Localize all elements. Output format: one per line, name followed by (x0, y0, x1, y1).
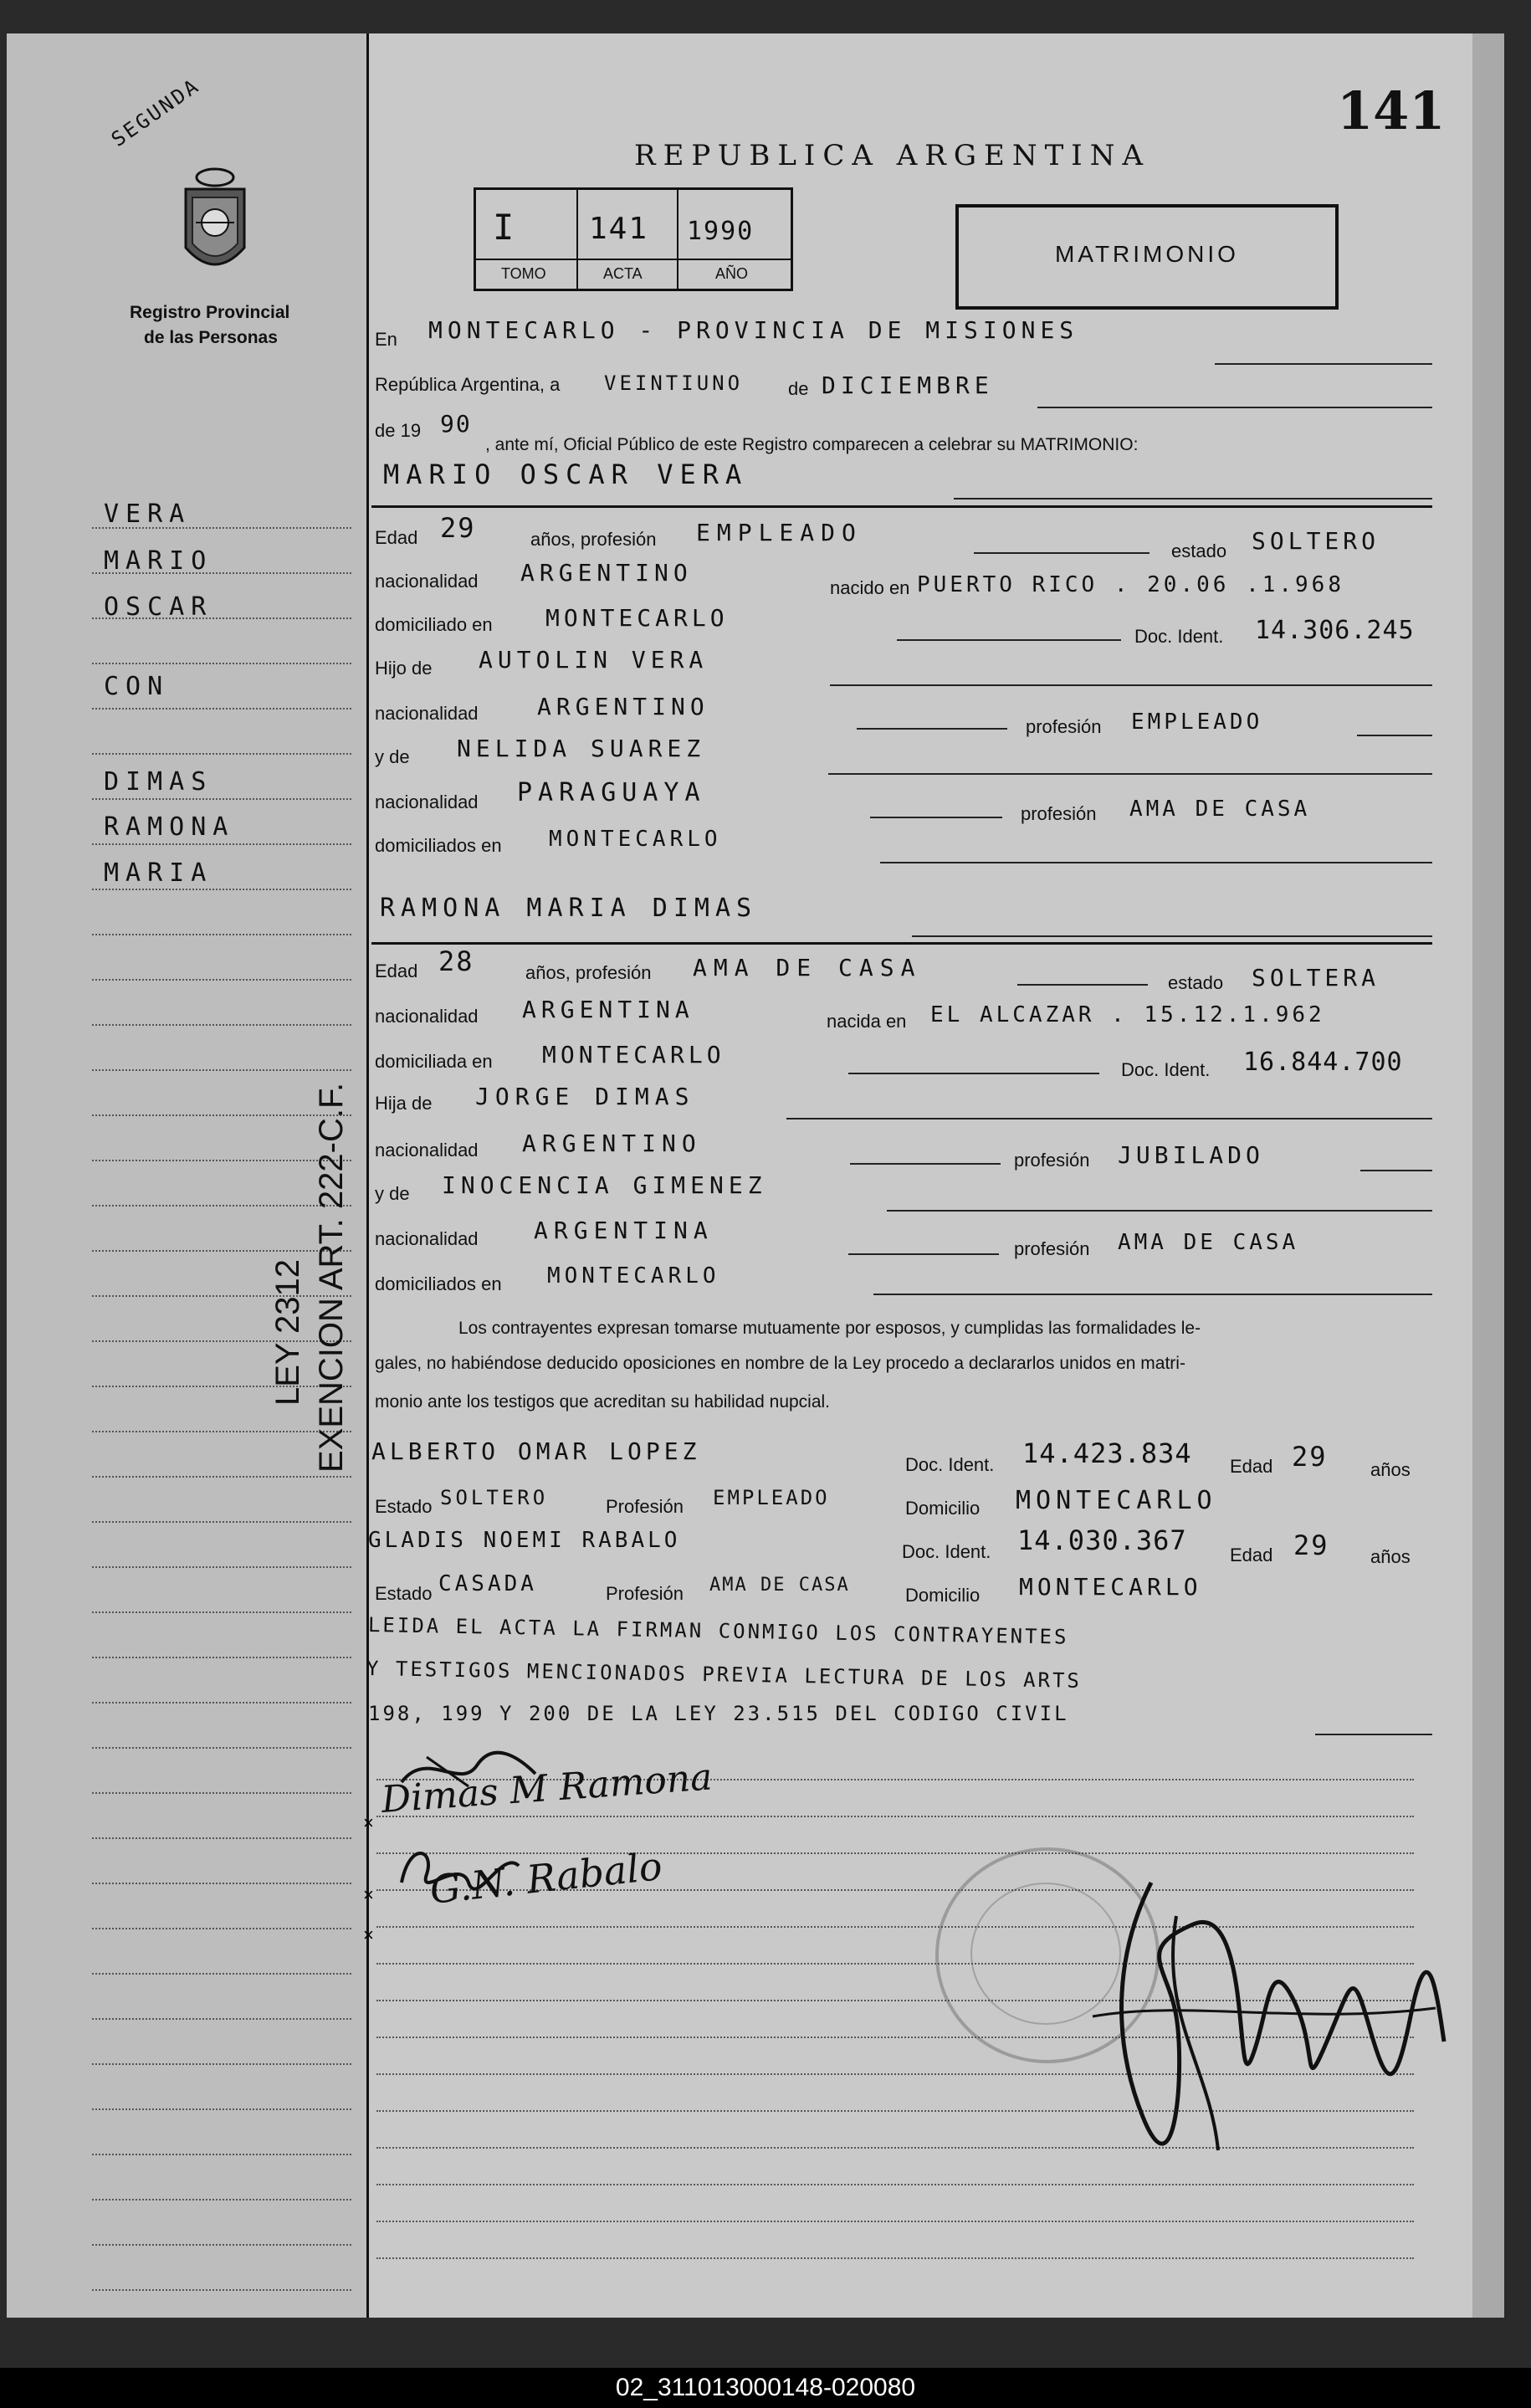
profesion-label: Profesión (606, 1496, 684, 1517)
witness-2-domicile: MONTECARLO (1019, 1573, 1202, 1601)
signature-mark: × (363, 1812, 374, 1833)
margin-ruling-line (92, 2289, 351, 2291)
margin-ruling-line (92, 1973, 351, 1975)
country-title: REPUBLICA ARGENTINA (634, 139, 1151, 172)
profesion-label: profesión (1014, 1150, 1090, 1171)
closing-line: LEIDA EL ACTA LA FIRMAN CONMIGO LOS CONTRAYENTES (367, 1613, 1069, 1649)
margin-name: MARIO (104, 546, 213, 576)
bride-signature: Dimas M Ramona (380, 1755, 714, 1821)
anos-profesion-label: años, profesión (525, 962, 652, 983)
signature-ruling-line (376, 2184, 1414, 2185)
acta-label: ACTA (603, 265, 643, 282)
en-label: En (375, 329, 397, 350)
witness-2-status: CASADA (438, 1571, 537, 1596)
bride-father-nationality: ARGENTINO (522, 1130, 702, 1157)
nacionalidad-label: nacionalidad (375, 571, 479, 592)
margin-ruling-line (92, 934, 351, 935)
signature-mark: × (363, 1924, 374, 1945)
tomo-label: TOMO (501, 265, 546, 282)
bride-doc-id: 16.844.700 (1243, 1048, 1403, 1077)
anos-label: años (1370, 1459, 1411, 1480)
witness-1-profession: EMPLEADO (713, 1486, 830, 1509)
domicilio-label: Domicilio (905, 1585, 981, 1606)
margin-ruling-line (92, 1521, 351, 1523)
anos-profesion-label: años, profesión (530, 529, 657, 550)
law-stamp-line1: LEY 2312 (269, 1259, 306, 1406)
groom-nationality: ARGENTINO (520, 559, 693, 587)
official-signature (1084, 1849, 1452, 2184)
groom-mother-nationality: PARAGUAYA (517, 778, 706, 807)
estado-label: estado (1171, 541, 1227, 561)
ano-value: 1990 (687, 217, 755, 246)
nacionalidad-label: nacionalidad (375, 1006, 479, 1027)
closing-line: 198, 199 Y 200 DE LA LEY 23.515 DEL CODIGO CIVIL (368, 1702, 1069, 1725)
de-label: de (788, 378, 809, 399)
nacionalidad-label: nacionalidad (375, 703, 479, 724)
signature-ruling-line (376, 2221, 1414, 2222)
signature-ruling-line (376, 1816, 1414, 1817)
signature-mark: × (363, 1884, 374, 1905)
acta-value: 141 (589, 212, 649, 246)
margin-ruling-line (92, 798, 351, 800)
margin-name: MARIA (104, 858, 213, 888)
profesion-label: Profesión (606, 1583, 684, 1604)
margin-ruling-line (92, 1566, 351, 1568)
margin-name: DIMAS (104, 767, 213, 797)
bride-father-profession: JUBILADO (1118, 1141, 1264, 1169)
record-number-box (474, 187, 793, 291)
witness-2-profession: AMA DE CASA (709, 1575, 850, 1596)
witness-2-doc-id: 14.030.367 (1017, 1524, 1187, 1556)
day-value: VEINTIUNO (604, 371, 744, 395)
witness-1-name: ALBERTO OMAR LOPEZ (371, 1437, 701, 1465)
margin-ruling-line (92, 1476, 351, 1478)
tomo-value: I (493, 207, 521, 248)
margin-ruling-line (92, 1792, 351, 1794)
domiciliado-label: domiciliado en (375, 614, 493, 635)
year-prefix: de 19 (375, 420, 422, 441)
law-stamp-line2: EXENCION ART. 222-C.F. (313, 1082, 350, 1473)
margin-ruling-line (92, 979, 351, 981)
witness-2-signature: G.N. Rabalo (428, 1843, 664, 1913)
groom-doc-id: 14.306.245 (1255, 616, 1415, 645)
bride-profession: AMA DE CASA (693, 954, 922, 981)
file-identifier: 02_311013000148-020080 (0, 2368, 1531, 2408)
margin-ruling-line (92, 663, 351, 664)
groom-birth: PUERTO RICO . 20.06 .1.968 (917, 572, 1344, 597)
copy-stamp: SEGUNDA (107, 73, 205, 151)
domiciliada-label: domiciliada en (375, 1051, 493, 1072)
anos-label: años (1370, 1546, 1411, 1567)
margin-ruling-line (92, 708, 351, 710)
bride-father: JORGE DIMAS (475, 1083, 695, 1110)
intro-formula: , ante mí, Oficial Público de este Registro comparecen a celebrar su MATRIMONIO: (485, 435, 1139, 454)
groom-mother: NELIDA SUAREZ (457, 735, 706, 762)
hijo-de-label: Hijo de (375, 658, 433, 679)
doc-ident-label: Doc. Ident. (902, 1541, 991, 1562)
doc-ident-label: Doc. Ident. (905, 1454, 995, 1475)
bride-civil-status: SOLTERA (1252, 964, 1380, 991)
republica-label: República Argentina, a (375, 374, 561, 395)
margin-ruling-line (92, 2199, 351, 2201)
margin-ruling-line (92, 1883, 351, 1884)
margin-ruling-line (92, 1928, 351, 1929)
margin-name: VERA (104, 500, 192, 529)
margin-name: OSCAR (104, 592, 213, 622)
margin-ruling-line (92, 2244, 351, 2246)
formal-text-line: Los contrayentes expresan tomarse mutuamente por esposos, y cumplidas las formalidades le- (458, 1319, 1201, 1338)
groom-father-nationality: ARGENTINO (537, 693, 709, 720)
nacionalidad-label: nacionalidad (375, 1140, 479, 1160)
margin-ruling-line (92, 1702, 351, 1704)
formal-text-line: gales, no habiéndose deducido oposiciones en nombre de la Ley procedo a declararlos unidos en matri- (375, 1354, 1185, 1373)
bride-full-name: RAMONA MARIA DIMAS (380, 894, 758, 923)
estado-label: Estado (375, 1583, 433, 1604)
margin-ruling-line (92, 1611, 351, 1613)
estado-label: estado (1168, 972, 1224, 993)
margin-ruling-line (92, 1657, 351, 1658)
witness-2-name: GLADIS NOEMI RABALO (368, 1528, 681, 1553)
nacido-en-label: nacido en (830, 577, 910, 598)
domiciliados-label: domiciliados en (375, 835, 502, 856)
witness-1-status: SOLTERO (440, 1486, 549, 1509)
groom-domicile: MONTECARLO (545, 604, 729, 632)
groom-profession: EMPLEADO (696, 519, 863, 546)
groom-age: 29 (440, 512, 476, 544)
domiciliados-label: domiciliados en (375, 1273, 502, 1294)
margin-ruling-line (92, 2154, 351, 2155)
bride-parents-domicile: MONTECARLO (547, 1263, 720, 1289)
registry-label-line1: Registro Provincial (130, 303, 290, 322)
margin-ruling-line (92, 1069, 351, 1071)
margin-ruling-line (92, 1024, 351, 1026)
edad-label: Edad (1230, 1456, 1273, 1477)
page-number: 141 (1337, 80, 1446, 141)
y-de-label: y de (375, 1183, 410, 1204)
bride-birth: EL ALCAZAR . 15.12.1.962 (930, 1002, 1325, 1027)
y-de-label: y de (375, 746, 410, 767)
edad-label: Edad (375, 961, 418, 981)
profesion-label: profesión (1026, 716, 1102, 737)
groom-civil-status: SOLTERO (1252, 527, 1380, 555)
law-exemption-stamp (266, 1083, 353, 1473)
year-value: 90 (440, 410, 472, 438)
nacida-en-label: nacida en (827, 1011, 907, 1032)
month-value: DICIEMBRE (822, 371, 994, 399)
margin-ruling-line (92, 2108, 351, 2110)
edad-label: Edad (1230, 1545, 1273, 1565)
margin-ruling-line (92, 843, 351, 845)
closing-line: Y TESTIGOS MENCIONADOS PREVIA LECTURA DE LOS ARTS (366, 1657, 1083, 1693)
registry-label-line2: de las Personas (144, 328, 278, 347)
estado-label: Estado (375, 1496, 433, 1517)
bride-mother: INOCENCIA GIMENEZ (442, 1171, 767, 1199)
domicilio-label: Domicilio (905, 1498, 981, 1519)
signature-ruling-line (376, 2257, 1414, 2259)
page-edge (1472, 33, 1504, 2318)
edad-label: Edad (375, 527, 418, 548)
ano-label: AÑO (715, 265, 749, 282)
margin-name: RAMONA (104, 812, 235, 842)
margin-ruling-line (92, 753, 351, 755)
place-value: MONTECARLO - PROVINCIA DE MISIONES (428, 316, 1079, 344)
groom-mother-profession: AMA DE CASA (1129, 797, 1311, 822)
margin-ruling-line (92, 2018, 351, 2020)
groom-parents-domicile: MONTECARLO (549, 827, 722, 852)
bride-age: 28 (438, 945, 474, 977)
groom-father: AUTOLIN VERA (479, 646, 709, 674)
formal-text-line: monio ante los testigos que acreditan su habilidad nupcial. (375, 1392, 831, 1411)
witness-1-doc-id: 14.423.834 (1022, 1437, 1192, 1469)
margin-name: CON (104, 672, 170, 701)
bride-domicile: MONTECARLO (542, 1041, 725, 1068)
document-type-box (955, 204, 1339, 310)
document-type: MATRIMONIO (1055, 241, 1239, 267)
nacionalidad-label: nacionalidad (375, 792, 479, 812)
witness-2-age: 29 (1293, 1529, 1329, 1561)
margin-ruling-line (92, 1747, 351, 1749)
margin-ruling-line (92, 889, 351, 890)
profesion-label: profesión (1021, 803, 1097, 824)
margin-ruling-line (92, 1837, 351, 1839)
groom-full-name: MARIO OSCAR VERA (383, 459, 749, 490)
groom-father-profession: EMPLEADO (1131, 710, 1263, 735)
bride-mother-profession: AMA DE CASA (1118, 1230, 1299, 1255)
doc-ident-label: Doc. Ident. (1121, 1059, 1211, 1080)
profesion-label: profesión (1014, 1238, 1090, 1259)
bride-nationality: ARGENTINA (522, 996, 694, 1023)
witness-1-domicile: MONTECARLO (1016, 1486, 1217, 1515)
doc-ident-label: Doc. Ident. (1134, 626, 1224, 647)
bride-mother-nationality: ARGENTINA (534, 1217, 714, 1244)
hija-de-label: Hija de (375, 1093, 433, 1114)
coat-of-arms-icon (179, 164, 251, 286)
witness-1-age: 29 (1292, 1441, 1328, 1473)
nacionalidad-label: nacionalidad (375, 1228, 479, 1249)
margin-ruling-line (92, 2063, 351, 2065)
